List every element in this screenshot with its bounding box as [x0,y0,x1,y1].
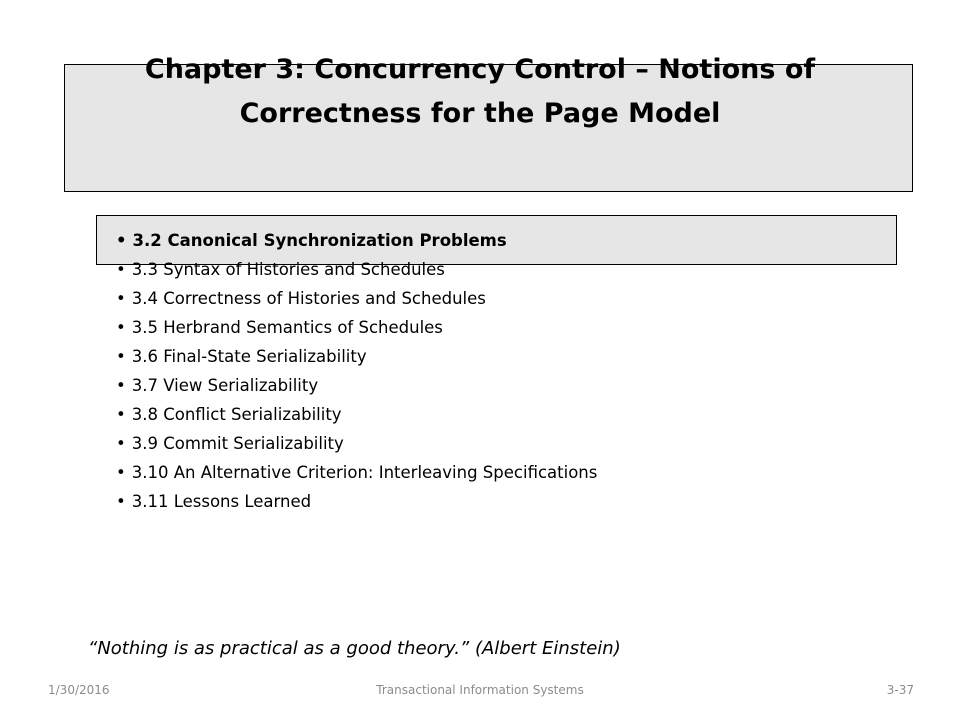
bullet-glyph: • [116,347,126,366]
section-item-3-7 [116,371,597,400]
slide-title-line-1: Chapter 3: Concurrency Control – Notions of [144,54,816,85]
bullet-glyph: • [116,492,126,511]
slide-title [60,48,900,136]
section-label: 3.8 Conflict Serializability [131,405,342,424]
section-item-3-10 [116,458,597,487]
section-list [116,226,597,516]
section-item-3-6 [116,342,597,371]
bullet-glyph: • [116,289,126,308]
footer-course-title: Transactional Information Systems [376,683,584,697]
section-item-3-8 [116,400,597,429]
section-label: 3.2 Canonical Synchronization Problems [132,231,507,250]
section-label: 3.11 Lessons Learned [131,492,312,511]
section-label: 3.4 Correctness of Histories and Schedules [131,289,486,308]
bullet-glyph: • [116,231,127,250]
section-label: 3.10 An Alternative Criterion: Interleaving Specifications [131,463,598,482]
einstein-quote: “Nothing is as practical as a good theory.” (Albert Einstein) [88,638,621,659]
section-label: 3.3 Syntax of Histories and Schedules [131,260,445,279]
section-item-3-5 [116,313,597,342]
bullet-glyph: • [116,260,126,279]
bullet-glyph: • [116,376,126,395]
bullet-glyph: • [116,318,126,337]
section-item-3-3 [116,255,597,284]
slide-title-line-2: Correctness for the Page Model [239,98,721,129]
section-item-3-11 [116,487,597,516]
section-item-3-9 [116,429,597,458]
section-label: 3.9 Commit Serializability [131,434,344,453]
bullet-glyph: • [116,405,126,424]
section-label: 3.7 View Serializability [131,376,319,395]
section-label: 3.6 Final-State Serializability [131,347,367,366]
section-label: 3.5 Herbrand Semantics of Schedules [131,318,443,337]
bullet-glyph: • [116,434,126,453]
section-item-3-2 [116,226,597,255]
footer-date: 1/30/2016 [48,683,110,697]
footer-page-number: 3-37 [886,683,914,697]
section-item-3-4 [116,284,597,313]
bullet-glyph: • [116,463,126,482]
